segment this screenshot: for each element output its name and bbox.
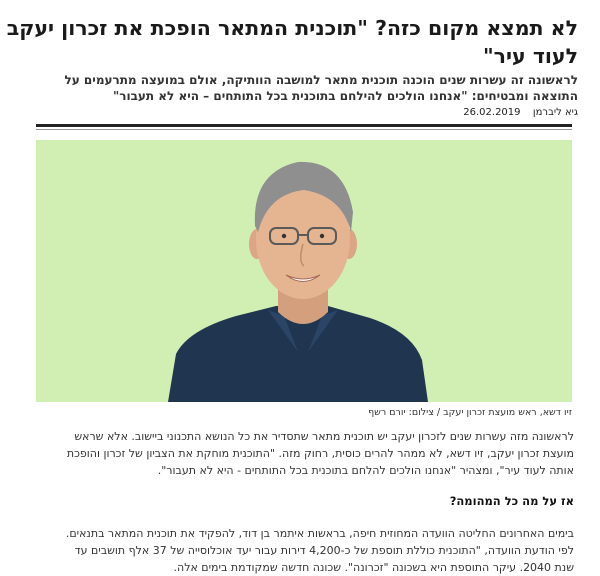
photo-caption: זיו דשא, ראש מועצת זכרון יעקב / צילום: יורם רשף [368,407,572,418]
article-headline [6,14,578,70]
headline-line-2: לעוד עיר" [483,44,578,68]
article-subtitle [16,72,578,104]
headline-line-1: לא תמצא מקום כזה? "תוכנית המתאר הופכת את זכרון יעקב [6,16,578,40]
article-byline [18,106,578,119]
publish-date: 26.02.2019 [463,107,521,118]
paragraph-1-line-1: לראשונה מזה עשרות שנים לזכרון יעקב יש תוכנית מתאר שתסדיר את כל הנושא התכנוני ביישוב. אלא שראש [74,430,574,443]
article-subheading: אז על מה כל המהומה? [449,494,574,508]
paragraph-2-line-3: שנת 2040. עיקר התוספת היא בשכונה "זכרונה". שכונה חדשה שמקודמת בימים אלה. [173,561,574,574]
article-photo [36,140,572,402]
paragraph-2-line-1: בימים האחרונים החליטה הוועדה המחוזית חיפה, בראשות איתמר בן דוד, להפקיד את תוכנית המתאר בתנאים. [65,527,574,540]
portrait-illustration [36,140,572,402]
author-name[interactable]: גיא ליברמן [532,107,578,118]
subtitle-line-2: התוצאה ומבטיחים: "אנחנו הולכים להילחם בתוכנית בכל התותחים – היא לא תעבור" [113,89,578,103]
divider-thin [36,129,572,130]
divider-thick [36,124,572,127]
article-paragraph-1 [24,428,574,479]
subtitle-line-1: לראשונה זה עשרות שנים הוכנה תוכנית מתאר למושבה הוותיקה, אולם במועצה מתרעמים על [64,73,578,87]
paragraph-2-line-2: לפי הודעת הוועדה, "התוכנית כוללת תוספת של כ-4,200 דירות עבור יעד אוכלוסייה של 37 אלף תושבים עד [74,544,574,557]
paragraph-1-line-3: אותה לעוד עיר", ומצהיר "אנחנו הולכים להלחם בתוכנית בכל התותחים - היא לא תעבור". [157,464,574,477]
article-paragraph-2 [18,525,574,576]
paragraph-1-line-2: מועצת זכרון יעקב, זיו דשא, לא ממהר להרים כוסית, רחוק מזה. "התוכנית מוחקת את הצביון של זכרון והופכת [66,447,574,460]
